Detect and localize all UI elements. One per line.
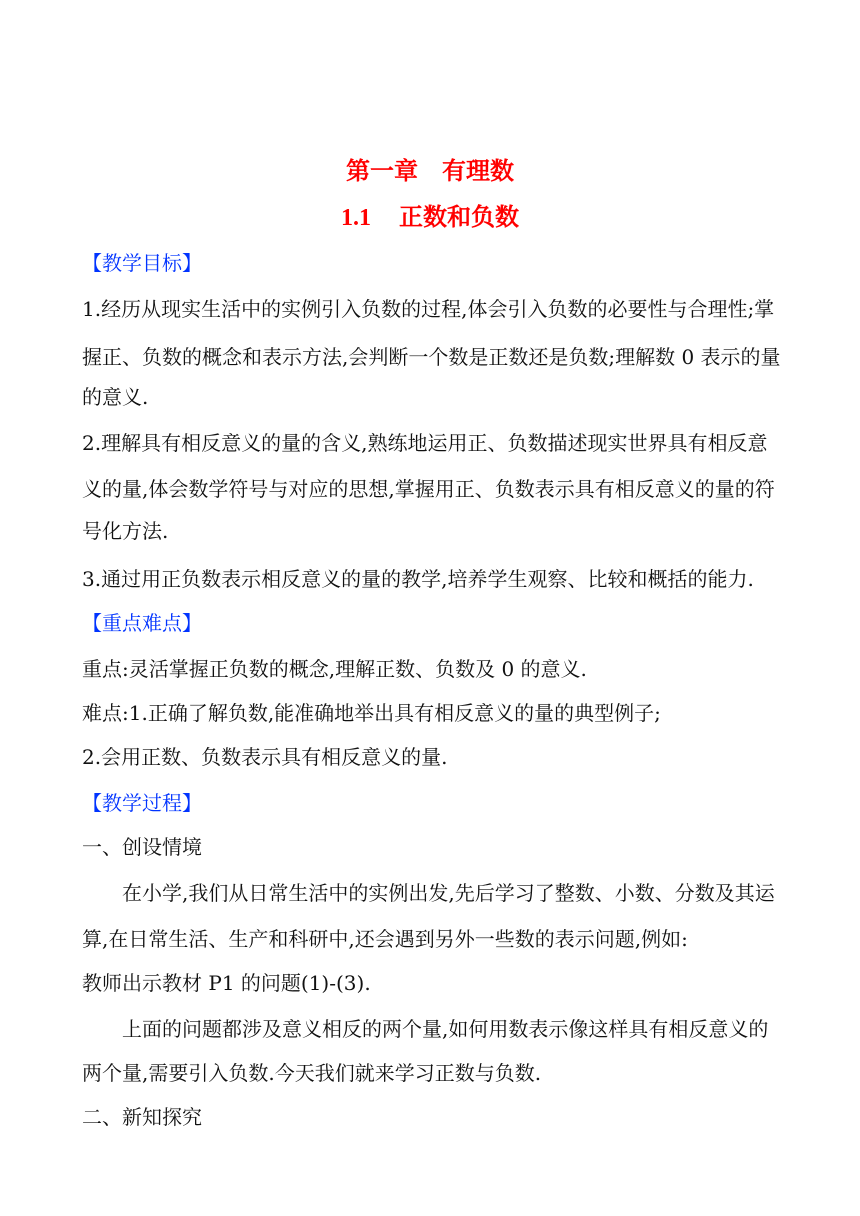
process-part-1-para-2: 教师出示教材 P1 的问题(1)-(3). bbox=[82, 971, 371, 995]
objective-2-line-3: 号化方法. bbox=[82, 519, 169, 543]
objective-1-line-3: 的意义. bbox=[82, 385, 149, 409]
heading-key-points: 【重点难点】 bbox=[82, 611, 202, 635]
process-part-2-title: 二、新知探究 bbox=[82, 1105, 202, 1129]
objective-1-line-2: 握正、负数的概念和表示方法,会判断一个数是正数还是负数;理解数 0 表示的量 bbox=[82, 345, 781, 369]
objective-3-line-1: 3.通过用正负数表示相反意义的量的教学,培养学生观察、比较和概括的能力. bbox=[82, 567, 754, 591]
key-point-difficult-1: 难点:1.正确了解负数,能准确地举出具有相反意义的量的典型例子; bbox=[82, 701, 661, 725]
process-part-1-para-1-line-2: 算,在日常生活、生产和科研中,还会遇到另外一些数的表示问题,例如: bbox=[82, 927, 688, 951]
key-point-important: 重点:灵活掌握正负数的概念,理解正数、负数及 0 的意义. bbox=[82, 657, 587, 681]
key-point-difficult-2: 2.会用正数、负数表示具有相反意义的量. bbox=[82, 745, 448, 769]
heading-objectives: 【教学目标】 bbox=[82, 251, 202, 275]
heading-process: 【教学过程】 bbox=[82, 791, 202, 815]
process-part-1-para-3-line-1: 上面的问题都涉及意义相反的两个量,如何用数表示像这样具有相反意义的 bbox=[122, 1017, 769, 1041]
process-part-1-para-1-line-1: 在小学,我们从日常生活中的实例出发,先后学习了整数、小数、分数及其运 bbox=[122, 881, 775, 905]
process-part-1-para-3-line-2: 两个量,需要引入负数.今天我们就来学习正数与负数. bbox=[82, 1061, 542, 1085]
process-part-1-title: 一、创设情境 bbox=[82, 835, 202, 859]
objective-2-line-2: 义的量,体会数学符号与对应的思想,掌握用正、负数表示具有相反意义的量的符 bbox=[82, 477, 775, 501]
objective-1-line-1: 1.经历从现实生活中的实例引入负数的过程,体会引入负数的必要性与合理性;掌 bbox=[82, 297, 775, 321]
section-number: 1.1 bbox=[341, 205, 371, 231]
chapter-title: 第一章 有理数 bbox=[346, 157, 514, 185]
section-title-line bbox=[0, 202, 860, 233]
section-title: 正数和负数 bbox=[399, 203, 519, 231]
objective-2-line-1: 2.理解具有相反意义的量的含义,熟练地运用正、负数描述现实世界具有相反意 bbox=[82, 431, 768, 455]
